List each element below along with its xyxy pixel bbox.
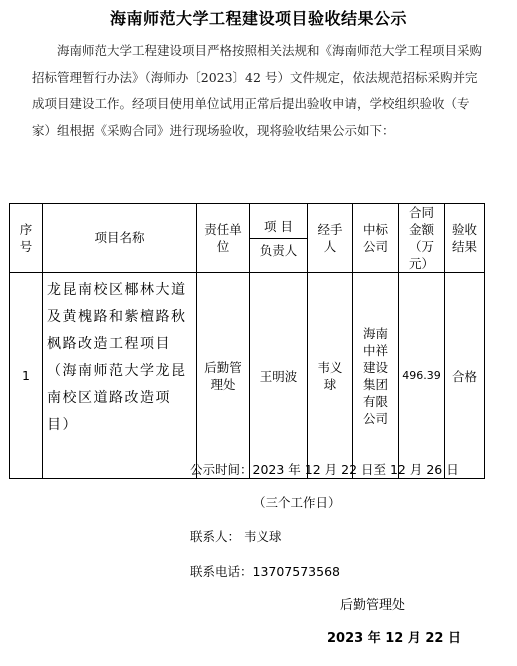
intro-paragraph: 海南师范大学工程建设项目严格按照相关法规和《海南师范大学工程项目采购招标管理暂行办法》（海师办〔2023〕42 号）文件规定，依法规范招标采购并完成项目建设工作。经项目使用单位试用正常后提出验收申请，学校组织验收（专家）组根据《采购合同》进行现场验收，现将验收结果公示如下： bbox=[32, 43, 483, 138]
contact-person: 联系人： 韦义球 bbox=[190, 529, 282, 544]
cell-manager: 韦义球 bbox=[308, 273, 353, 479]
header-owner-bottom: 负责人 bbox=[259, 242, 298, 258]
page-title: 海南师范大学工程建设项目验收结果公示 bbox=[109, 9, 407, 28]
contact-phone: 联系电话：13707573568 bbox=[190, 564, 340, 579]
header-owner-top: 项 目 bbox=[250, 215, 307, 239]
header-winner: 中标公司 bbox=[353, 204, 399, 273]
cell-dept: 后勤管理处 bbox=[197, 273, 250, 479]
header-amount: 合同金额（万元） bbox=[399, 204, 445, 273]
table-row bbox=[10, 273, 485, 479]
cell-amount: 496.39 bbox=[399, 273, 445, 479]
publication-period: 公示时间：2023 年 12 月 22 日至 12 月 26 日 bbox=[190, 462, 459, 477]
header-owner bbox=[250, 204, 308, 273]
acceptance-table bbox=[9, 203, 485, 479]
issue-date: 2023 年 12 月 22 日 bbox=[327, 631, 461, 646]
cell-winner: 海南中祥建设集团有限公司 bbox=[353, 273, 399, 479]
cell-no: 1 bbox=[10, 273, 43, 479]
header-dept: 责任单位 bbox=[197, 204, 250, 273]
header-no: 序号 bbox=[10, 204, 43, 273]
cell-result: 合格 bbox=[445, 273, 485, 479]
header-manager: 经手人 bbox=[308, 204, 353, 273]
table-header-row bbox=[10, 204, 485, 273]
header-name: 项目名称 bbox=[43, 204, 197, 273]
cell-owner: 王明波 bbox=[250, 273, 308, 479]
cell-name: 龙昆南校区椰林大道及黄槐路和紫檀路秋枫路改造工程项目（海南师范大学龙昆南校区道路改造项目） bbox=[43, 273, 197, 479]
header-result: 验收结果 bbox=[445, 204, 485, 273]
working-days: （三个工作日） bbox=[253, 495, 341, 510]
issuing-department: 后勤管理处 bbox=[340, 598, 406, 613]
